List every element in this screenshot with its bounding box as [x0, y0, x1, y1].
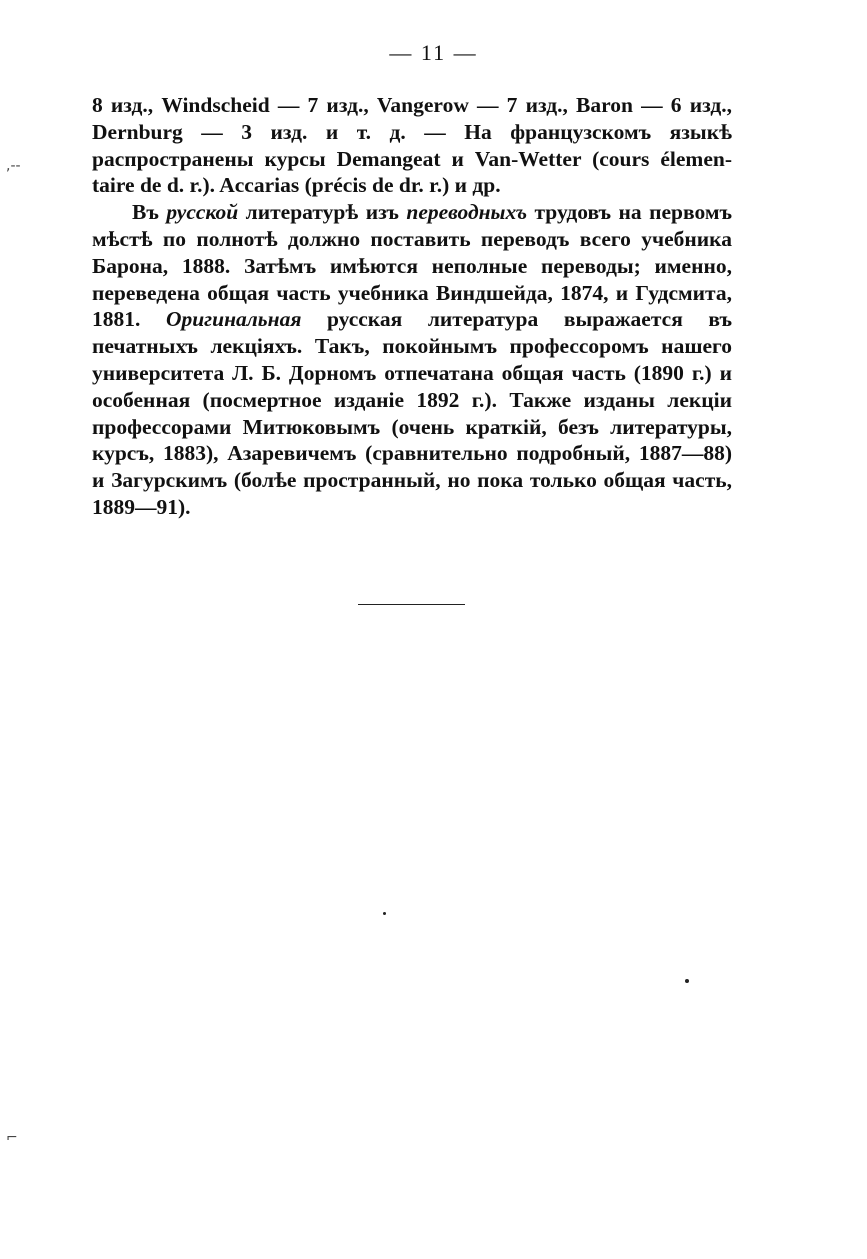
paragraph-2-part-2: литературѣ изъ [238, 200, 407, 225]
speck-dot [685, 979, 689, 983]
page-number: — 11 — [389, 40, 478, 65]
paragraph-1 [92, 92, 732, 199]
margin-mark-bottom: ⌐ [6, 1130, 18, 1146]
paragraph-2-italic-3: Оригинальная [165, 307, 302, 332]
body-text [92, 92, 732, 521]
paragraph-2-part-4: русская литература выражается въ печатныхъ лекціяхъ. Такъ, покойнымъ профессоромъ нашего университета Л. Б. Дорномъ отпечатана общая часть (1890 г.) и особенная (посмертное изданіе 1892 г.). Также изданы лекціи профессорами Митюковымъ (очень краткій, безъ литературы, курсъ, 1883), Азаревичемъ (сравнительно подробный, 1887—88) и Загурскимъ (болѣе пространный, но пока только общая часть, 1889—91). [92, 307, 733, 519]
paragraph-1-line-3: распространены курсы Demangeat и Van-Wetter (cours élemen- [92, 146, 732, 171]
margin-mark-top: ,-- [6, 158, 21, 174]
paragraph-2 [92, 199, 732, 521]
paragraph-1-line-2: изд., Dernburg — 3 изд. и т. д. — На французскомъ языкѣ [92, 93, 732, 144]
paragraph-2-part-1: Въ [132, 200, 167, 225]
speck-dot [383, 912, 386, 915]
paragraph-2-italic-2: переводныхъ [406, 200, 528, 225]
paragraph-2-part-3: трудовъ на первомъ мѣстѣ по полнотѣ должно поставить переводъ всего учебника Барона, 1888. Затѣмъ имѣются неполные переводы; именно, переведена общая часть учебника Виндшейда, 1874, и Гудсмита, 1881. [92, 200, 732, 332]
paragraph-1-line-4: taire de d. r.). Accarias (précis de dr. r.) и др. [92, 173, 501, 198]
paragraph-1-line-1: 8 изд., Windscheid — 7 изд., Vangerow — 7 изд., Baron — 6 [92, 93, 682, 117]
section-divider [358, 604, 465, 605]
paragraph-2-italic-1: русской [166, 200, 239, 225]
